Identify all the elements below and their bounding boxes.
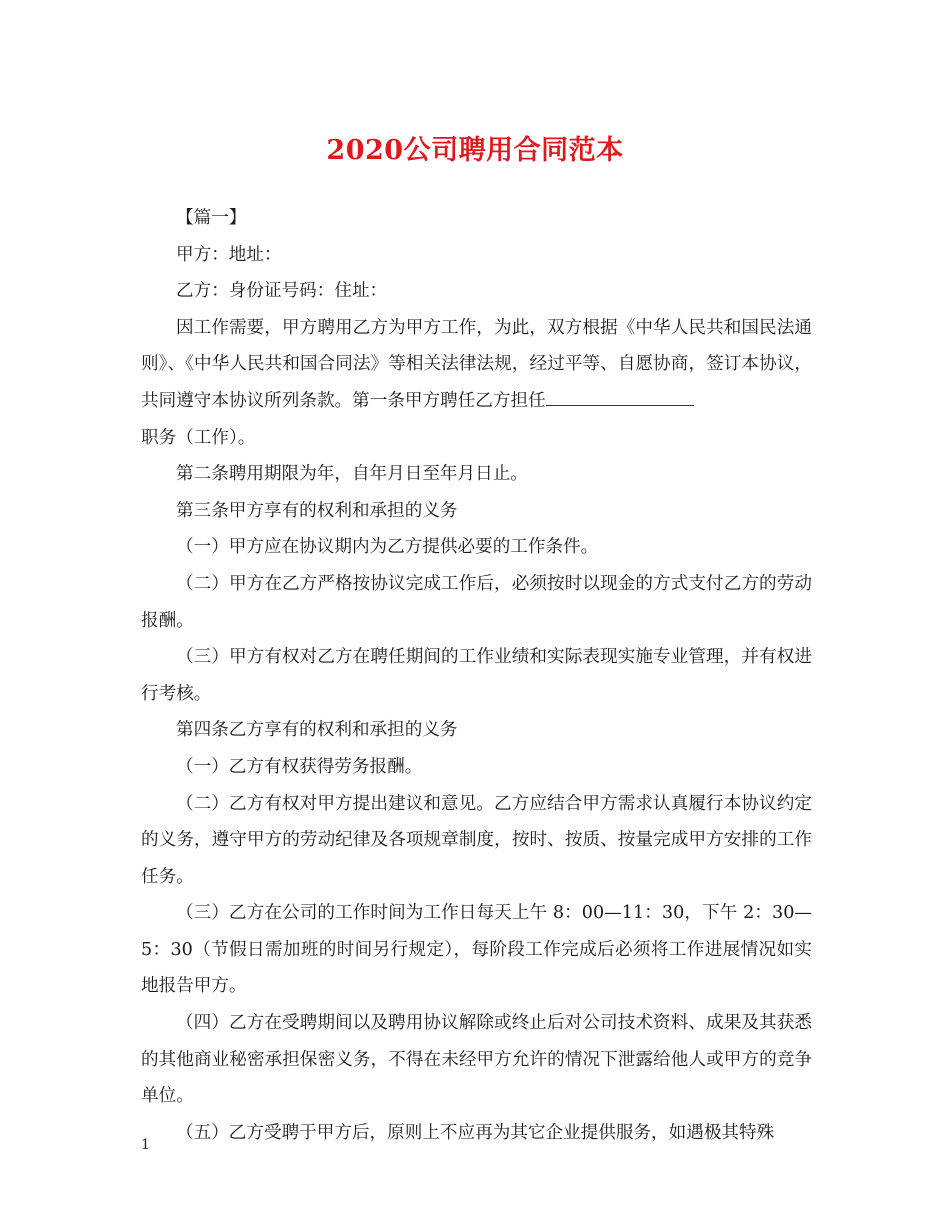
position-blank-line xyxy=(546,387,694,406)
article-4-item-5: （五）乙方受聘于甲方后，原则上不应再为其它企业提供服务，如遇极其特殊 xyxy=(176,1122,775,1143)
article-3-item-1: （一）甲方应在协议期内为乙方提供必要的工作条件。 xyxy=(176,537,599,558)
article-4-item-1: （一）乙方有权获得劳务报酬。 xyxy=(176,756,423,777)
party-a-line: 甲方：地址： xyxy=(176,244,282,265)
preamble-paragraph xyxy=(141,310,812,420)
article-2-term: 第二条聘用期限为年，自年月日至年月日止。 xyxy=(176,464,528,485)
article-4-item-4: （四）乙方在受聘期间以及聘用协议解除或终止后对公司技术资料、成果及其获悉的其他商业秘密承担保密义务，不得在未经甲方允许的情况下泄露给他人或甲方的竞争单位。 xyxy=(141,1013,812,1107)
article-3-item-3: （三）甲方有权对乙方在聘任期间的工作业绩和实际表现实施专业管理，并有权进行考核。 xyxy=(141,647,812,704)
preamble-text: 因工作需要，甲方聘用乙方为甲方工作，为此，双方根据《中华人民共和国民法通则》、《中华人民共和国合同法》等相关法律法规，经过平等、自愿协商，签订本协议，共同遵守本协议所列条款。第一条甲方聘任乙方担任 xyxy=(141,317,812,411)
document-title: 2020公司聘用合同范本 xyxy=(326,135,624,166)
article-4-item-2: （二）乙方有权对甲方提出建议和意见。乙方应结合甲方需求认真履行本协议约定的义务，遵守甲方的劳动纪律及各项规章制度，按时、按质、按量完成甲方安排的工作任务。 xyxy=(141,793,812,887)
article-3-item-2: （二）甲方在乙方严格按协议完成工作后，必须按时以现金的方式支付乙方的劳动报酬。 xyxy=(141,573,812,631)
position-continuation: 职务（工作）。 xyxy=(141,427,256,448)
article-3-heading: 第三条甲方享有的权利和承担的义务 xyxy=(176,500,458,521)
party-b-line: 乙方：身份证号码：住址： xyxy=(176,281,388,302)
article-4-item-3: （三）乙方在公司的工作时间为工作日每天上午 8：00—11：30，下午 2：30—5：30（节假日需加班的时间另行规定），每阶段工作完成后必须将工作进展情况如实地报告甲方。 xyxy=(141,903,812,997)
document-body xyxy=(141,200,812,1151)
page-number: 1 xyxy=(141,1137,150,1153)
article-4-heading: 第四条乙方享有的权利和承担的义务 xyxy=(176,720,458,741)
section-heading: 【篇一】 xyxy=(176,208,247,228)
